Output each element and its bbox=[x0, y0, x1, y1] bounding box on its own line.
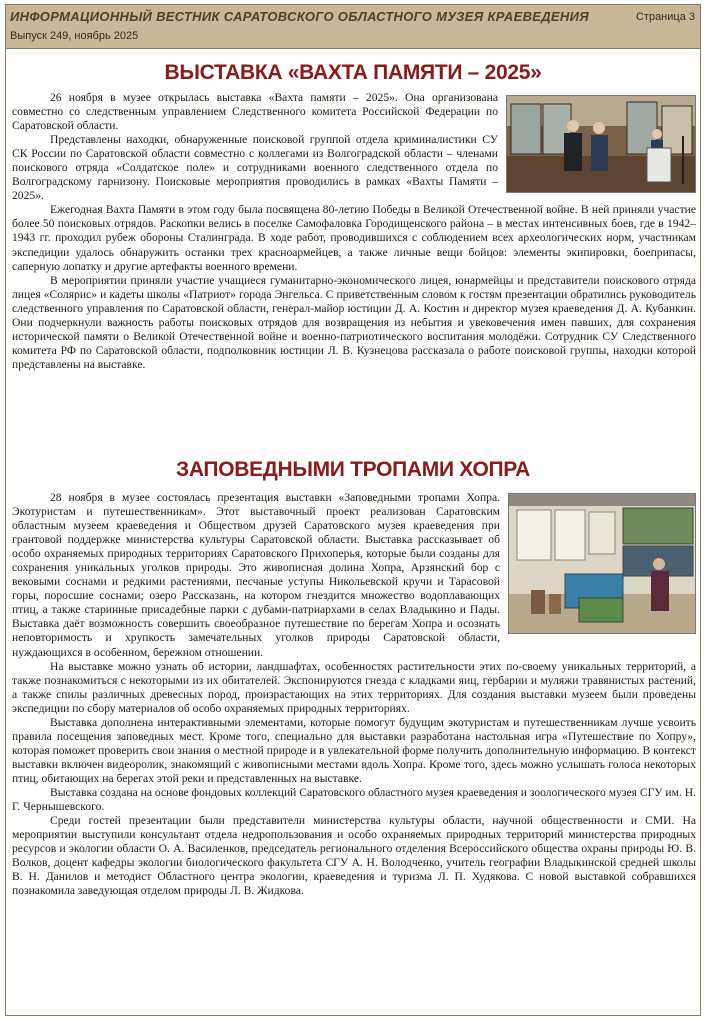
article2-paragraph: 28 ноября в музее состоялась презентация выставки «Заповедными тропами Хопра. Экотуристам и путешественникам». Этот выставочный проект реализован Саратовским областным музеем краеведения и Обществом друзей Саратовского музея краеведения при грантовой поддержке министерства культуры Саратовской области. Выставка рассказывает об особо охраняемых природных территориях Саратовского Прихоперья, которые были созданы для сохранения уникальных уголков природы. Это живописная долина Хопра, Арзянский бор с вековыми соснами и редкими растениями, песчаные уступы Никольевской кручи и Тарасовой горы, поросшие соснами; озеро Рассказань, на котором гнездится множество водоплавающих птиц, а также старинные присадебные парки с дубами-патриархами в селах Владыкино и Пады. Выставка даёт возможность совершить своеобразное путешествие по берегам Хопра и осознать неповторимость и хрупкость замечательных уголков природы Саратовской области, нуждающихся в особенном, бережном отношении. bbox=[12, 491, 500, 659]
article1-title: ВЫСТАВКА «ВАХТА ПАМЯТИ – 2025» bbox=[164, 61, 542, 84]
issue-info: Выпуск 249, ноябрь 2025 bbox=[10, 30, 139, 42]
article2-photo bbox=[508, 493, 696, 634]
article2-title: ЗАПОВЕДНЫМИ ТРОПАМИ ХОПРА bbox=[175, 458, 531, 481]
article1-photo bbox=[506, 95, 696, 193]
article2-paragraph: Среди гостей презентации были представители министерства культуры области, научной общественности и СМИ. На мероприятии выступили консультант отдела недропользования и особо охраняемых природных территорий министерства природных ресурсов и экологии области О. А. Василенков, председатель регионального отделения Всероссийского общества охраны природы Ю. В. Волков, доцент кафедры экологии биологического факультета СГУ А. Н. Володченко, учитель географии Владыкинской средней школы В. Н. Данилов и методист Областного центра экологии, краеведения и туризма Л. П. Худякова. С новой выставкой собравшихся познакомила заведующая отделом природы Л. В. Жидкова. bbox=[12, 814, 696, 898]
article1-paragraph: 26 ноября в музее открылась выставка «Вахта памяти – 2025». Она организована совместно со следственным управлением Следственного комитета Российской Федерации по Саратовской области. bbox=[12, 91, 498, 133]
article2-body bbox=[12, 491, 696, 898]
article2-paragraph: Выставка дополнена интерактивными элементами, которые помогут будущим экотуристам и путешественникам лучше усвоить правила посещения заповедных мест. Кроме того, специально для выставки разработана настольная игра «Путешествие по Хопру», которая поможет проверить свои знания о местной природе и в увлекательной форме получить дополнительную информацию. В контекст выставки включен видеоролик, знакомящий с живописными местами вдоль Хопра. Кроме того, здесь можно услышать голоса некоторых птиц, обитающих на берегах этой реки и представленных на выставке. bbox=[12, 715, 696, 785]
article1-paragraph: Ежегодная Вахта Памяти в этом году была посвящена 80-летию Победы в Великой Отечественной войне. В ней приняли участие более 50 поисковых отрядов. Раскопки велись в поселке Самофаловка Городищенского района – в местах интенсивных боев, где в 1942–1943 гг. проходил рубеж обороны Сталинграда. В ходе работ, проводившихся с соблюдением всех археологических норм, участникам экспедиции удалось обнаружить останки трех красноармейцев, а также личные вещи бойцов: элементы экипировки, боеприпасы, саперную лопатку и другие артефакты военного времени. bbox=[12, 203, 696, 273]
newsletter-page bbox=[5, 4, 701, 1016]
article2-paragraph: Выставка создана на основе фондовых коллекций Саратовского областного музея краеведения и зоологического музея СГУ им. Н. Г. Чернышевского. bbox=[12, 785, 696, 814]
article1-paragraph: Представлены находки, обнаруженные поисковой группой отдела криминалистики СУ СК России по Саратовской области совместно с коллегами из Волгоградской области – членами поискового отряда «Солдатское поле» и сотрудниками военного следственного отдела по Волгоградскому гарнизону. Поисковые мероприятия проводились в рамках «Вахты Памяти – 2025». bbox=[12, 133, 498, 203]
newsletter-title: ИНФОРМАЦИОННЫЙ ВЕСТНИК САРАТОВСКОГО ОБЛАСТНОГО МУЗЕЯ КРАЕВЕДЕНИЯ bbox=[10, 9, 589, 24]
article1-body bbox=[12, 91, 696, 372]
article2-paragraph: На выставке можно узнать об истории, ландшафтах, особенностях растительности этих по-своему уникальных территорий, а также познакомиться с некоторыми из их обитателей. Экспонируются гнезда с кладками яиц, гербарии и муляжи травянистых растений, а также спилы различных древесных пород, произрастающих на этих территориях. Для создания выставки музеем были проведены экспедиции по сбору материалов об особо охраняемых природных территориях. bbox=[12, 659, 696, 715]
article1-paragraph: В мероприятии приняли участие учащиеся гуманитарно-экономического лицея, юнармейцы и представители поискового отряда лицея «Солярис» и кадеты школы «Патриот» города Энгельса. С приветственным словом к гостям презентации обратились руководитель следственного управления по Саратовской области, генерал-майор юстиции Д. А. Костин и директор музея краеведения Д. А. Кубанкин. Они подчеркнули важность работы поисковых отрядов для возвращения из небытия и увековечения имен павших, для сохранения исторической памяти о Великой Отечественной войне и военно-патриотического воспитания молодёжи. Сотрудник СУ Следственного комитета РФ по Саратовской области, подполковник юстиции Л. В. Кузнецова рассказала о работе поисковой группы, находки которой представлены на выставке. bbox=[12, 273, 696, 371]
page-header bbox=[6, 5, 700, 49]
page-number: Страница 3 bbox=[635, 11, 695, 23]
